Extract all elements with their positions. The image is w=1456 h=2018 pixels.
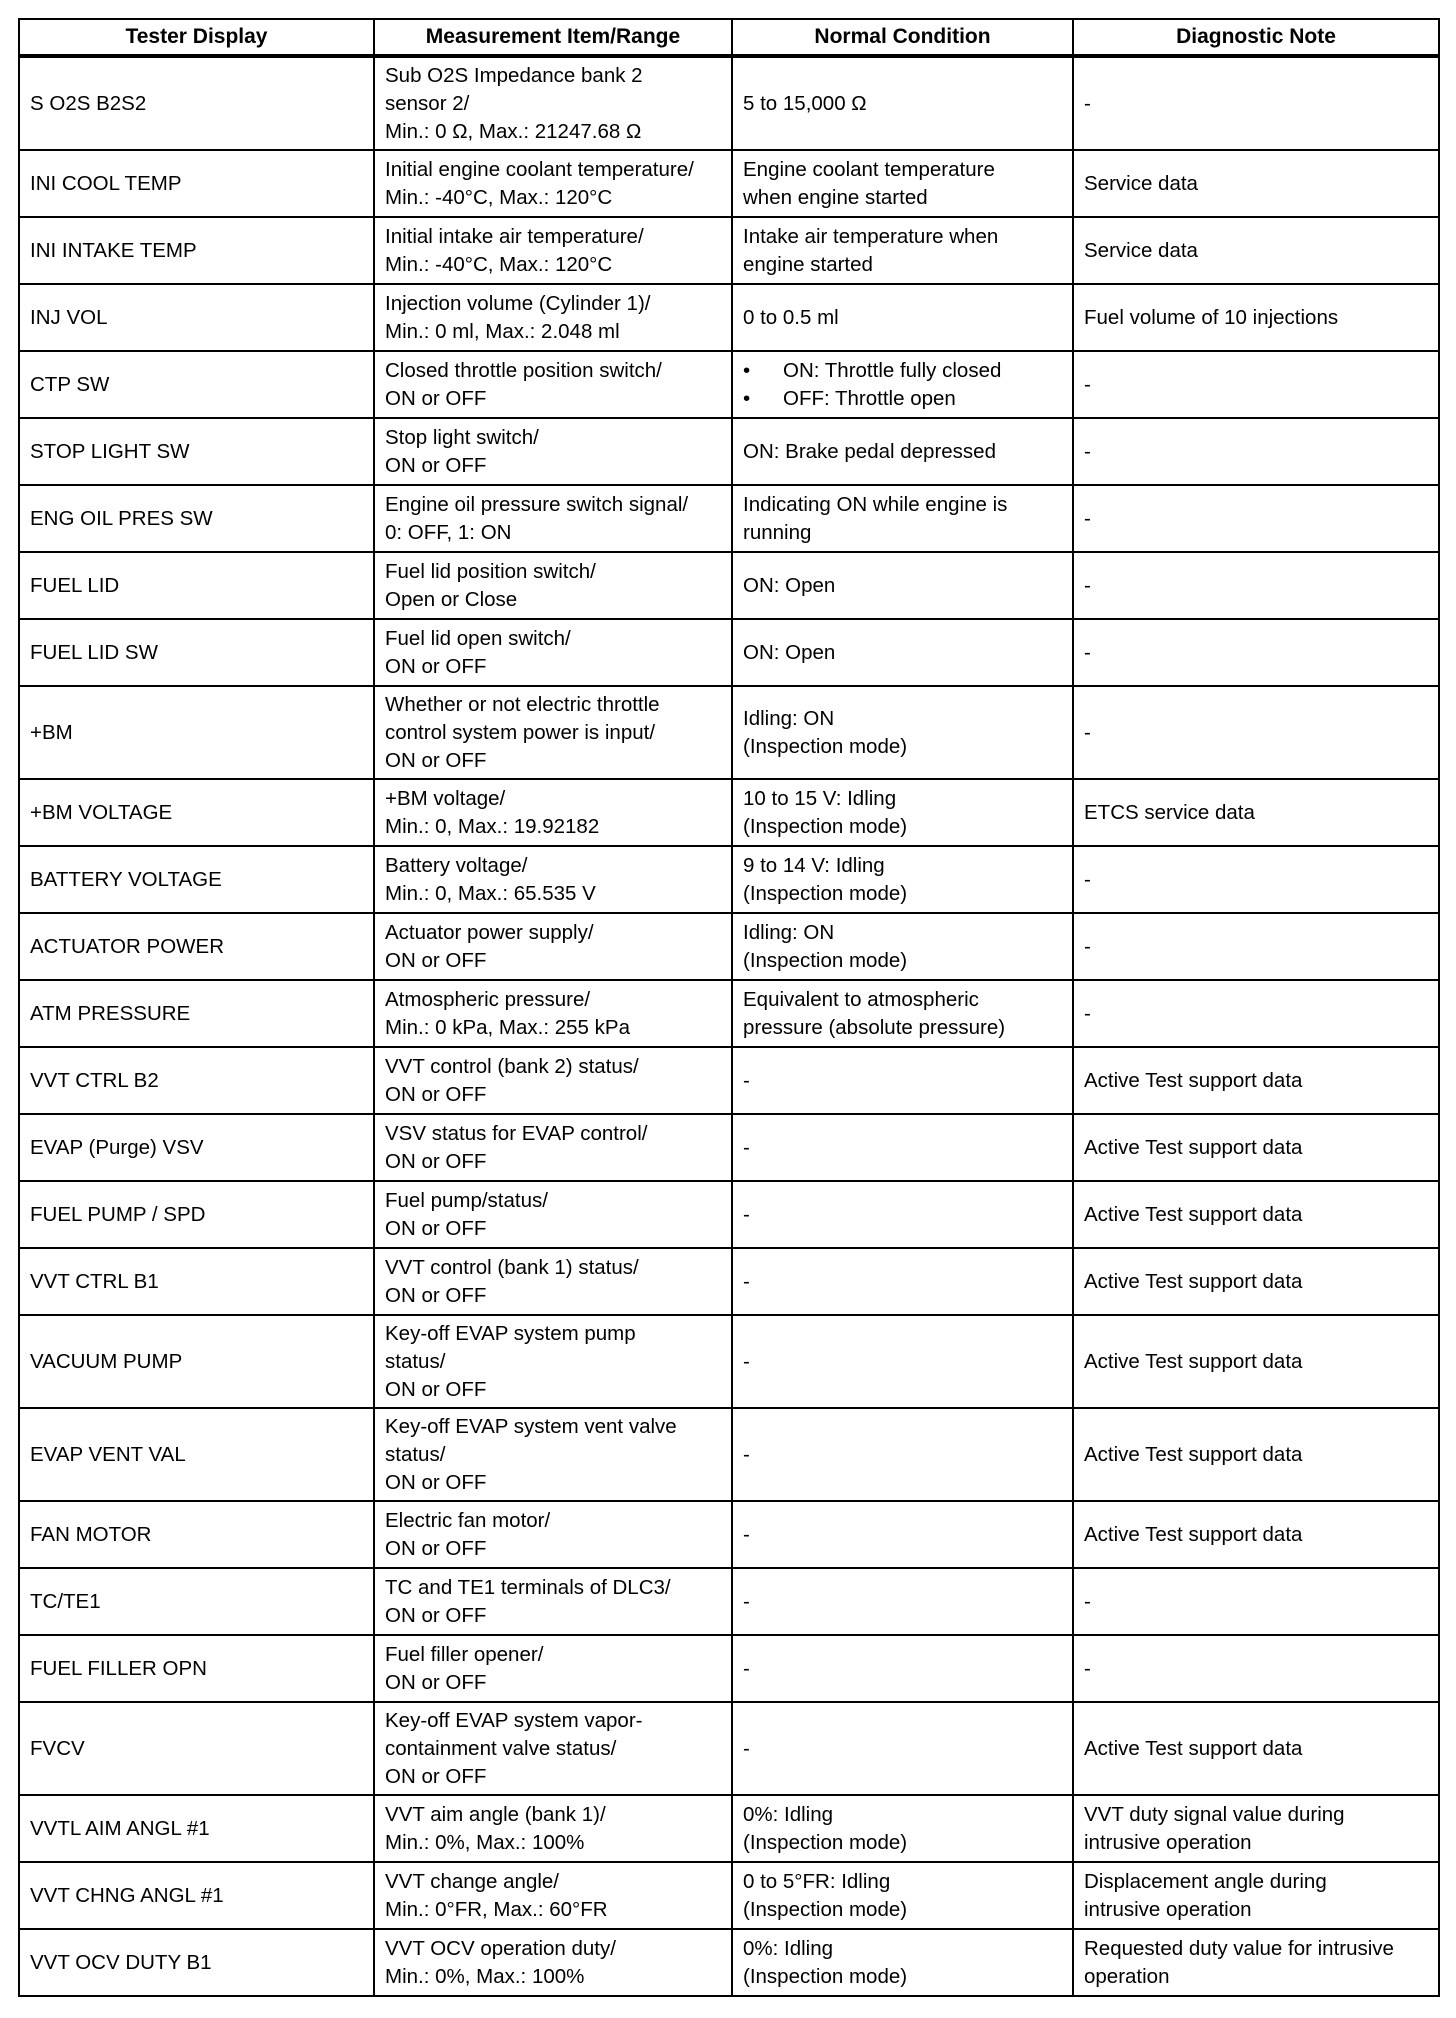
measurement-item-line: Stop light switch/ xyxy=(385,425,539,449)
tester-display-cell: INI INTAKE TEMP xyxy=(19,217,374,284)
diagnostic-note-line: Active Test support data xyxy=(1084,1269,1303,1293)
normal-condition-line: 5 to 15,000 Ω xyxy=(743,91,867,115)
normal-condition-line: Idling: ON xyxy=(743,706,835,730)
measurement-item-line: Battery voltage/ xyxy=(385,853,528,877)
measurement-item-line: Min.: 0°FR, Max.: 60°FR xyxy=(385,1897,608,1921)
measurement-item-cell xyxy=(374,1501,732,1568)
diagnostic-note-cell xyxy=(1073,1114,1439,1181)
normal-condition-line: when engine started xyxy=(743,185,928,209)
normal-condition-cell: - xyxy=(732,1315,1073,1408)
table-row xyxy=(19,1501,1439,1568)
measurement-item-cell xyxy=(374,779,732,846)
normal-condition-line: ON: Open xyxy=(743,640,836,664)
measurement-item-cell xyxy=(374,1315,732,1408)
measurement-item-cell xyxy=(374,619,732,686)
normal-condition-line: 0%: Idling xyxy=(743,1936,834,1960)
diagnostic-note-cell xyxy=(1073,150,1439,217)
normal-condition-cell xyxy=(732,619,1073,686)
normal-condition-line: ON: Brake pedal depressed xyxy=(743,439,996,463)
normal-condition-line: Engine coolant temperature xyxy=(743,157,995,181)
measurement-item-line: VVT control (bank 2) status/ xyxy=(385,1054,639,1078)
tester-display-cell: INI COOL TEMP xyxy=(19,150,374,217)
normal-condition-line: 10 to 15 V: Idling xyxy=(743,786,897,810)
normal-condition-cell xyxy=(732,284,1073,351)
measurement-item-line: ON or OFF xyxy=(385,1149,487,1173)
normal-condition-cell: - xyxy=(732,1408,1073,1501)
measurement-item-line: ON or OFF xyxy=(385,1536,487,1560)
tester-display-cell: FUEL LID SW xyxy=(19,619,374,686)
tester-display-cell: VVT CTRL B2 xyxy=(19,1047,374,1114)
table-row xyxy=(19,284,1439,351)
diagnostic-note-line: intrusive operation xyxy=(1084,1830,1252,1854)
measurement-item-line: Initial intake air temperature/ xyxy=(385,224,644,248)
tester-display-cell: +BM VOLTAGE xyxy=(19,779,374,846)
measurement-item-line: ON or OFF xyxy=(385,654,487,678)
measurement-item-line: Min.: -40°C, Max.: 120°C xyxy=(385,185,613,209)
diagnostic-note-cell xyxy=(1073,1929,1439,1996)
normal-condition-cell xyxy=(732,552,1073,619)
measurement-item-cell xyxy=(374,1795,732,1862)
diagnostic-note-line: ETCS service data xyxy=(1084,800,1255,824)
table-row xyxy=(19,1408,1439,1501)
measurement-item-cell xyxy=(374,1408,732,1501)
diagnostic-note-cell: - xyxy=(1073,619,1439,686)
table-row xyxy=(19,1702,1439,1795)
diagnostic-note-line: Active Test support data xyxy=(1084,1202,1303,1226)
normal-condition-cell xyxy=(732,217,1073,284)
measurement-item-cell xyxy=(374,1635,732,1702)
diagnostic-note-cell xyxy=(1073,217,1439,284)
table-row xyxy=(19,779,1439,846)
measurement-item-line: Atmospheric pressure/ xyxy=(385,987,591,1011)
tester-display-cell: +BM xyxy=(19,686,374,779)
diagnostic-note-cell: - xyxy=(1073,1635,1439,1702)
measurement-item-line: ON or OFF xyxy=(385,1377,487,1401)
normal-condition-cell xyxy=(732,418,1073,485)
normal-condition-cell xyxy=(732,846,1073,913)
tester-display-cell: STOP LIGHT SW xyxy=(19,418,374,485)
tester-display-cell: VACUUM PUMP xyxy=(19,1315,374,1408)
measurement-item-cell xyxy=(374,1702,732,1795)
table-row xyxy=(19,485,1439,552)
measurement-item-line: ON or OFF xyxy=(385,1470,487,1494)
diagnostic-note-line: Service data xyxy=(1084,171,1198,195)
measurement-item-line: Min.: 0, Max.: 65.535 V xyxy=(385,881,596,905)
measurement-item-line: VVT change angle/ xyxy=(385,1869,559,1893)
normal-condition-line: 0 to 5°FR: Idling xyxy=(743,1869,891,1893)
measurement-item-cell xyxy=(374,913,732,980)
tester-display-cell: FAN MOTOR xyxy=(19,1501,374,1568)
table-row xyxy=(19,56,1439,150)
normal-condition-line: ON: Open xyxy=(743,573,836,597)
diagnostic-note-line: Active Test support data xyxy=(1084,1349,1303,1373)
normal-condition-line: Equivalent to atmospheric xyxy=(743,987,979,1011)
diagnostic-note-cell xyxy=(1073,779,1439,846)
measurement-item-line: Min.: 0%, Max.: 100% xyxy=(385,1830,585,1854)
header-normal-condition: Normal Condition xyxy=(732,19,1073,56)
measurement-item-cell xyxy=(374,1568,732,1635)
measurement-item-line: ON or OFF xyxy=(385,386,487,410)
table-row xyxy=(19,1248,1439,1315)
table-row xyxy=(19,619,1439,686)
diagnostic-note-line: Active Test support data xyxy=(1084,1068,1303,1092)
measurement-item-line: status/ xyxy=(385,1349,446,1373)
normal-condition-line: 0 to 0.5 ml xyxy=(743,305,839,329)
measurement-item-line: Min.: 0 kPa, Max.: 255 kPa xyxy=(385,1015,630,1039)
measurement-item-line: Fuel lid position switch/ xyxy=(385,559,596,583)
table-row xyxy=(19,686,1439,779)
measurement-item-cell xyxy=(374,846,732,913)
normal-condition-line: (Inspection mode) xyxy=(743,1830,908,1854)
measurement-item-line: ON or OFF xyxy=(385,1764,487,1788)
diagnostic-note-cell: - xyxy=(1073,846,1439,913)
data-list-table xyxy=(18,18,1440,1997)
measurement-item-line: Initial engine coolant temperature/ xyxy=(385,157,694,181)
tester-display-cell: ENG OIL PRES SW xyxy=(19,485,374,552)
measurement-item-line: Fuel lid open switch/ xyxy=(385,626,571,650)
normal-condition-cell: - xyxy=(732,1047,1073,1114)
header-measurement-item: Measurement Item/Range xyxy=(374,19,732,56)
measurement-item-line: Open or Close xyxy=(385,587,518,611)
measurement-item-line: Whether or not electric throttle xyxy=(385,692,660,716)
table-row xyxy=(19,552,1439,619)
measurement-item-line: +BM voltage/ xyxy=(385,786,506,810)
measurement-item-cell xyxy=(374,980,732,1047)
table-row xyxy=(19,418,1439,485)
normal-condition-cell xyxy=(732,1929,1073,1996)
diagnostic-note-line: Active Test support data xyxy=(1084,1442,1303,1466)
diagnostic-note-cell: - xyxy=(1073,980,1439,1047)
measurement-item-line: VVT control (bank 1) status/ xyxy=(385,1255,639,1279)
measurement-item-cell xyxy=(374,1181,732,1248)
table-row xyxy=(19,1795,1439,1862)
normal-condition-line: (Inspection mode) xyxy=(743,1964,908,1988)
measurement-item-cell xyxy=(374,1248,732,1315)
normal-condition-cell: - xyxy=(732,1635,1073,1702)
normal-condition-line: (Inspection mode) xyxy=(743,1897,908,1921)
diagnostic-note-line: operation xyxy=(1084,1964,1170,1988)
measurement-item-line: Engine oil pressure switch signal/ xyxy=(385,492,689,516)
measurement-item-cell xyxy=(374,552,732,619)
tester-display-cell: BATTERY VOLTAGE xyxy=(19,846,374,913)
measurement-item-line: ON or OFF xyxy=(385,748,487,772)
normal-condition-cell: - xyxy=(732,1248,1073,1315)
tester-display-cell: FUEL FILLER OPN xyxy=(19,1635,374,1702)
measurement-item-cell xyxy=(374,1862,732,1929)
diagnostic-note-line: Requested duty value for intrusive xyxy=(1084,1936,1394,1960)
diagnostic-note-line: VVT duty signal value during xyxy=(1084,1802,1345,1826)
measurement-item-line: Fuel pump/status/ xyxy=(385,1188,548,1212)
diagnostic-note-cell xyxy=(1073,1315,1439,1408)
header-tester-display: Tester Display xyxy=(19,19,374,56)
measurement-item-line: Min.: -40°C, Max.: 120°C xyxy=(385,252,613,276)
measurement-item-line: VVT aim angle (bank 1)/ xyxy=(385,1802,606,1826)
tester-display-cell: FVCV xyxy=(19,1702,374,1795)
measurement-item-cell xyxy=(374,150,732,217)
measurement-item-cell xyxy=(374,1047,732,1114)
measurement-item-cell xyxy=(374,418,732,485)
measurement-item-cell xyxy=(374,284,732,351)
normal-condition-list xyxy=(743,357,1062,413)
table-body xyxy=(19,56,1439,1996)
measurement-item-line: Key-off EVAP system pump xyxy=(385,1321,636,1345)
diagnostic-note-cell xyxy=(1073,1248,1439,1315)
diagnostic-note-cell xyxy=(1073,1501,1439,1568)
table-row xyxy=(19,846,1439,913)
measurement-item-line: Min.: 0 ml, Max.: 2.048 ml xyxy=(385,319,620,343)
normal-condition-line: (Inspection mode) xyxy=(743,814,908,838)
diagnostic-note-cell: - xyxy=(1073,552,1439,619)
table-row xyxy=(19,217,1439,284)
table-row xyxy=(19,913,1439,980)
normal-condition-cell xyxy=(732,485,1073,552)
diagnostic-note-cell: - xyxy=(1073,485,1439,552)
measurement-item-line: containment valve status/ xyxy=(385,1736,617,1760)
measurement-item-line: ON or OFF xyxy=(385,1283,487,1307)
tester-display-cell: TC/TE1 xyxy=(19,1568,374,1635)
table-row xyxy=(19,1047,1439,1114)
normal-condition-cell: - xyxy=(732,1501,1073,1568)
tester-display-cell: EVAP (Purge) VSV xyxy=(19,1114,374,1181)
tester-display-cell: VVT OCV DUTY B1 xyxy=(19,1929,374,1996)
measurement-item-line: sensor 2/ xyxy=(385,91,470,115)
normal-condition-line: engine started xyxy=(743,252,873,276)
table-row xyxy=(19,1635,1439,1702)
normal-condition-cell xyxy=(732,351,1073,418)
diagnostic-note-cell: - xyxy=(1073,351,1439,418)
measurement-item-line: Key-off EVAP system vent valve xyxy=(385,1414,677,1438)
bullet-text: OFF: Throttle open xyxy=(783,386,956,410)
normal-condition-line: Idling: ON xyxy=(743,920,835,944)
measurement-item-cell xyxy=(374,56,732,150)
normal-condition-line: pressure (absolute pressure) xyxy=(743,1015,1006,1039)
measurement-item-line: Actuator power supply/ xyxy=(385,920,594,944)
table-row xyxy=(19,1181,1439,1248)
table-row xyxy=(19,1114,1439,1181)
measurement-item-line: control system power is input/ xyxy=(385,720,656,744)
measurement-item-line: TC and TE1 terminals of DLC3/ xyxy=(385,1575,671,1599)
measurement-item-line: Fuel filler opener/ xyxy=(385,1642,544,1666)
tester-display-cell: S O2S B2S2 xyxy=(19,56,374,150)
normal-condition-line: (Inspection mode) xyxy=(743,948,908,972)
diagnostic-note-cell: - xyxy=(1073,913,1439,980)
diagnostic-note-line: Displacement angle during xyxy=(1084,1869,1327,1893)
tester-display-cell: FUEL PUMP / SPD xyxy=(19,1181,374,1248)
measurement-item-line: ON or OFF xyxy=(385,1082,487,1106)
diagnostic-note-line: intrusive operation xyxy=(1084,1897,1252,1921)
measurement-item-line: ON or OFF xyxy=(385,948,487,972)
measurement-item-line: VSV status for EVAP control/ xyxy=(385,1121,648,1145)
measurement-item-cell xyxy=(374,351,732,418)
diagnostic-note-cell xyxy=(1073,284,1439,351)
normal-condition-cell: - xyxy=(732,1702,1073,1795)
table-header xyxy=(19,19,1439,56)
diagnostic-note-cell xyxy=(1073,1862,1439,1929)
measurement-item-line: ON or OFF xyxy=(385,453,487,477)
table-row xyxy=(19,1315,1439,1408)
bullet-marker: • xyxy=(743,358,751,382)
normal-condition-cell xyxy=(732,913,1073,980)
measurement-item-line: Min.: 0%, Max.: 100% xyxy=(385,1964,585,1988)
table-row xyxy=(19,1862,1439,1929)
diagnostic-note-cell: - xyxy=(1073,686,1439,779)
header-diagnostic-note: Diagnostic Note xyxy=(1073,19,1439,56)
measurement-item-line: 0: OFF, 1: ON xyxy=(385,520,512,544)
table-row xyxy=(19,1568,1439,1635)
table-row xyxy=(19,980,1439,1047)
diagnostic-note-cell xyxy=(1073,1408,1439,1501)
measurement-item-line: Injection volume (Cylinder 1)/ xyxy=(385,291,651,315)
measurement-item-line: Sub O2S Impedance bank 2 xyxy=(385,63,643,87)
diagnostic-note-cell: - xyxy=(1073,418,1439,485)
normal-condition-cell: - xyxy=(732,1114,1073,1181)
normal-condition-bullet xyxy=(743,357,1062,385)
normal-condition-cell xyxy=(732,779,1073,846)
normal-condition-cell xyxy=(732,980,1073,1047)
measurement-item-line: Key-off EVAP system vapor- xyxy=(385,1708,643,1732)
measurement-item-line: ON or OFF xyxy=(385,1216,487,1240)
measurement-item-line: Electric fan motor/ xyxy=(385,1508,551,1532)
measurement-item-cell xyxy=(374,1929,732,1996)
measurement-item-cell xyxy=(374,686,732,779)
normal-condition-line: (Inspection mode) xyxy=(743,734,908,758)
header-row xyxy=(19,19,1439,56)
diagnostic-note-line: Fuel volume of 10 injections xyxy=(1084,305,1339,329)
tester-display-cell: ATM PRESSURE xyxy=(19,980,374,1047)
normal-condition-line: running xyxy=(743,520,812,544)
tester-display-cell: EVAP VENT VAL xyxy=(19,1408,374,1501)
diagnostic-note-line: Active Test support data xyxy=(1084,1135,1303,1159)
diagnostic-note-line: Active Test support data xyxy=(1084,1522,1303,1546)
measurement-item-line: Closed throttle position switch/ xyxy=(385,358,662,382)
table-row xyxy=(19,351,1439,418)
diagnostic-note-line: Active Test support data xyxy=(1084,1736,1303,1760)
measurement-item-line: ON or OFF xyxy=(385,1670,487,1694)
measurement-item-cell xyxy=(374,485,732,552)
normal-condition-bullet xyxy=(743,385,1062,413)
diagnostic-note-cell: - xyxy=(1073,56,1439,150)
normal-condition-line: Intake air temperature when xyxy=(743,224,999,248)
tester-display-cell: VVT CHNG ANGL #1 xyxy=(19,1862,374,1929)
measurement-item-line: ON or OFF xyxy=(385,1603,487,1627)
measurement-item-line: status/ xyxy=(385,1442,446,1466)
tester-display-cell: FUEL LID xyxy=(19,552,374,619)
tester-display-cell: VVT CTRL B1 xyxy=(19,1248,374,1315)
tester-display-cell: VVTL AIM ANGL #1 xyxy=(19,1795,374,1862)
measurement-item-cell xyxy=(374,1114,732,1181)
normal-condition-line: 9 to 14 V: Idling xyxy=(743,853,885,877)
diagnostic-note-cell: - xyxy=(1073,1568,1439,1635)
tester-display-cell: INJ VOL xyxy=(19,284,374,351)
diagnostic-note-line: Service data xyxy=(1084,238,1198,262)
normal-condition-cell xyxy=(732,56,1073,150)
bullet-text: ON: Throttle fully closed xyxy=(783,358,1002,382)
bullet-marker: • xyxy=(743,386,751,410)
normal-condition-line: Indicating ON while engine is xyxy=(743,492,1008,516)
table-row xyxy=(19,1929,1439,1996)
measurement-item-line: Min.: 0 Ω, Max.: 21247.68 Ω xyxy=(385,119,642,143)
normal-condition-cell xyxy=(732,1795,1073,1862)
normal-condition-cell xyxy=(732,686,1073,779)
measurement-item-cell xyxy=(374,217,732,284)
normal-condition-line: 0%: Idling xyxy=(743,1802,834,1826)
diagnostic-note-cell xyxy=(1073,1181,1439,1248)
diagnostic-note-cell xyxy=(1073,1702,1439,1795)
normal-condition-line: (Inspection mode) xyxy=(743,881,908,905)
tester-display-cell: CTP SW xyxy=(19,351,374,418)
measurement-item-line: Min.: 0, Max.: 19.92182 xyxy=(385,814,600,838)
normal-condition-cell: - xyxy=(732,1568,1073,1635)
tester-display-cell: ACTUATOR POWER xyxy=(19,913,374,980)
normal-condition-cell xyxy=(732,150,1073,217)
measurement-item-line: VVT OCV operation duty/ xyxy=(385,1936,616,1960)
table-row xyxy=(19,150,1439,217)
normal-condition-cell: - xyxy=(732,1181,1073,1248)
diagnostic-note-cell xyxy=(1073,1047,1439,1114)
normal-condition-cell xyxy=(732,1862,1073,1929)
diagnostic-note-cell xyxy=(1073,1795,1439,1862)
